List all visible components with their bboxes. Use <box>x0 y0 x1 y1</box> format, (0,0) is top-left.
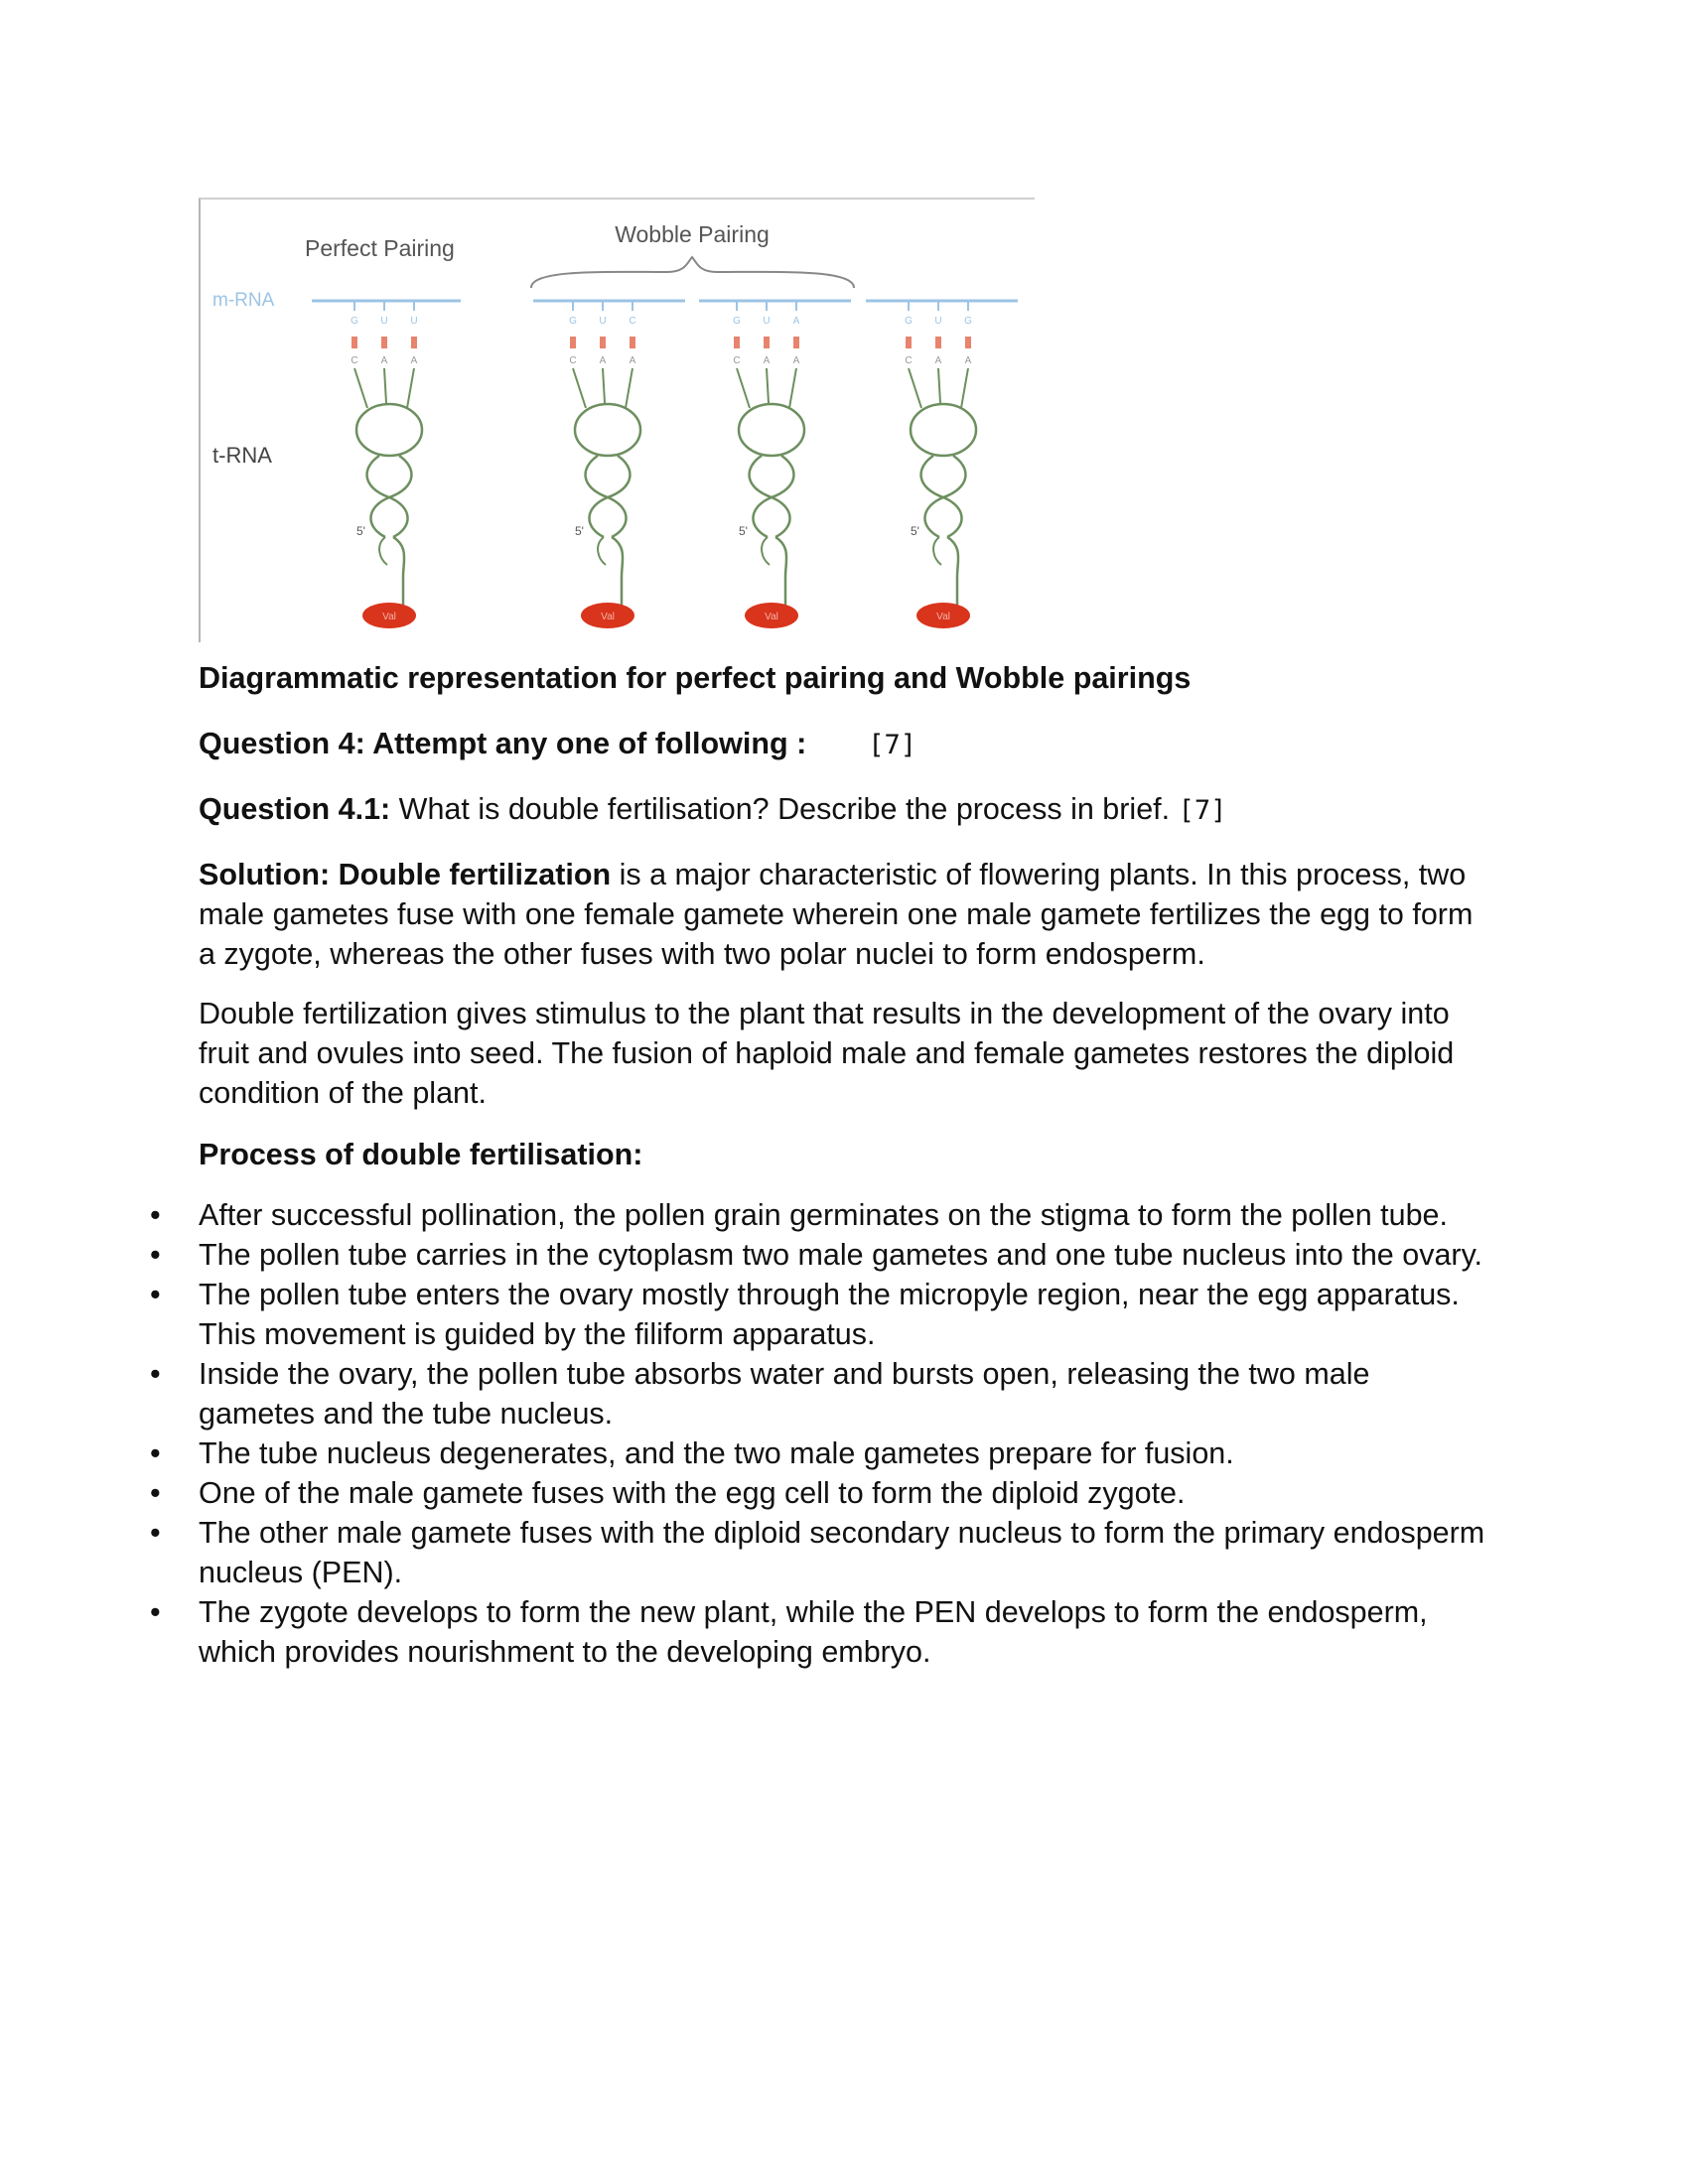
anticodon-letter: C <box>569 355 577 366</box>
bullet-icon: • <box>150 1595 161 1629</box>
base-pair-bond <box>965 337 971 348</box>
list-item-text: Inside the ovary, the pollen tube absorbs water and bursts open, releasing the two male gametes and the tube nucleus. <box>199 1357 1370 1431</box>
process-heading: Process of double fertilisation: <box>199 1138 643 1171</box>
process-steps-list <box>150 1195 1489 1672</box>
list-item <box>150 1513 1489 1592</box>
trna-helix <box>367 456 412 537</box>
acceptor-stem <box>393 537 404 609</box>
base-pair-bond <box>734 337 740 348</box>
anticodon-letter: A <box>599 355 607 366</box>
list-item-text: The other male gamete fuses with the diploid secondary nucleus to form the primary endosperm nucleus (PEN). <box>199 1516 1485 1589</box>
anticodon-arm <box>909 368 968 408</box>
list-item-text: The pollen tube enters the ovary mostly through the micropyle region, near the egg apparatus. This movement is guided by the filiform apparatus. <box>199 1278 1460 1351</box>
solution-paragraph-2: Double fertilization gives stimulus to the plant that results in the development of the ovary into fruit and ovules into seed. The fusion of haploid male and female gametes restores the diploid condition of the plant. <box>199 997 1455 1110</box>
base-pair-bond <box>411 337 417 348</box>
five-prime-label: 5' <box>575 524 584 538</box>
mrna-base-letter: G <box>905 316 913 327</box>
list-item-text: After successful pollination, the pollen grain germinates on the stigma to form the pollen tube. <box>199 1198 1448 1232</box>
anticodon-arm <box>573 368 633 408</box>
amino-acid-label: Val <box>601 612 615 622</box>
amino-acid-label: Val <box>936 612 950 622</box>
list-item <box>150 1473 1489 1513</box>
five-prime-label: 5' <box>911 524 919 538</box>
bullet-icon: • <box>150 1357 161 1391</box>
mrna-base-letter: U <box>410 316 418 327</box>
acceptor-stem <box>947 537 958 609</box>
question-4-label: Question 4: Attempt any one of following : <box>199 727 807 760</box>
amino-acid-label: Val <box>765 612 778 622</box>
trna-pairing-figure <box>199 198 1035 642</box>
mrna-base-letter: U <box>763 316 771 327</box>
list-item <box>150 1275 1489 1354</box>
mrna-base-letter: U <box>934 316 942 327</box>
bullet-icon: • <box>150 1198 161 1232</box>
bullet-icon: • <box>150 1278 161 1311</box>
anticodon-letter: C <box>905 355 913 366</box>
base-pair-bond <box>600 337 606 348</box>
anticodon-arm <box>737 368 796 408</box>
base-pair-bond <box>764 337 770 348</box>
trna-5-prime-end <box>933 537 941 565</box>
document-body <box>150 658 1489 1672</box>
anticodon-letter: A <box>410 355 418 366</box>
list-item-text: The tube nucleus degenerates, and the two male gametes prepare for fusion. <box>199 1436 1234 1470</box>
list-item <box>150 1433 1489 1473</box>
question-4-1-marks: [7] <box>1178 795 1227 826</box>
list-item-text: The zygote develops to form the new plant, while the PEN develops to form the endosperm, which provides nourishment to the developing embryo. <box>199 1595 1428 1669</box>
solution-label: Solution: Double fertilization <box>199 858 612 891</box>
figure-caption: Diagrammatic representation for perfect pairing and Wobble pairings <box>199 661 1192 695</box>
question-4-1 <box>199 789 1489 831</box>
anticodon-letter: A <box>934 355 942 366</box>
anticodon-letter: A <box>792 355 800 366</box>
mrna-base-letter: U <box>380 316 388 327</box>
anticodon-letter: C <box>733 355 741 366</box>
trna-5-prime-end <box>762 537 770 565</box>
base-pair-bond <box>935 337 941 348</box>
acceptor-stem <box>612 537 623 609</box>
list-item-text: One of the male gamete fuses with the egg cell to form the diploid zygote. <box>199 1476 1186 1510</box>
mrna-base-letter: G <box>733 316 741 327</box>
mrna-base-letter: U <box>599 316 607 327</box>
trna-5-prime-end <box>598 537 606 565</box>
anticodon-loop <box>575 404 640 456</box>
anticodon-letter: A <box>763 355 771 366</box>
anticodon-letter: C <box>351 355 358 366</box>
anticodon-loop <box>739 404 804 456</box>
mrna-base-letter: A <box>792 316 800 327</box>
acceptor-stem <box>775 537 786 609</box>
trna-label: t-RNA <box>212 443 272 468</box>
solution-text: is a major characteristic of flowering plants. In this process, two male gametes fuse with one female gamete wherein one male gamete fertilizes the egg to form a zygote, whereas the other fuses with two polar nuclei to form endosperm. <box>199 858 1474 971</box>
anticodon-letter: A <box>629 355 636 366</box>
five-prime-label: 5' <box>739 524 748 538</box>
trna-helix <box>750 456 794 537</box>
base-pair-bond <box>352 337 357 348</box>
question-4-1-text: What is double fertilisation? Describe the process in brief. <box>390 792 1179 826</box>
wobble-bracket <box>531 257 854 288</box>
list-item-text: The pollen tube carries in the cytoplasm two male gametes and one tube nucleus into the ovary. <box>199 1238 1483 1272</box>
trna-5-prime-end <box>379 537 387 565</box>
anticodon-loop <box>911 404 976 456</box>
bullet-icon: • <box>150 1516 161 1550</box>
base-pair-bond <box>381 337 387 348</box>
list-item <box>150 1592 1489 1672</box>
trna-helix <box>586 456 631 537</box>
question-4-marks: [7] <box>868 730 917 760</box>
perfect-pairing-title: Perfect Pairing <box>305 235 455 261</box>
question-4-heading <box>199 724 1489 765</box>
base-pair-bond <box>906 337 912 348</box>
trna-helix <box>921 456 966 537</box>
bullet-icon: • <box>150 1238 161 1272</box>
list-item <box>150 1195 1489 1235</box>
bullet-icon: • <box>150 1476 161 1510</box>
anticodon-letter: A <box>380 355 388 366</box>
wobble-pairing-title: Wobble Pairing <box>615 221 770 247</box>
mrna-base-letter: C <box>629 316 636 327</box>
bullet-icon: • <box>150 1436 161 1470</box>
base-pair-bond <box>630 337 635 348</box>
anticodon-loop <box>356 404 422 456</box>
five-prime-label: 5' <box>356 524 365 538</box>
solution-paragraph <box>199 855 1489 974</box>
anticodon-letter: A <box>964 355 972 366</box>
trna-pairing-diagram <box>201 200 1035 642</box>
mrna-base-letter: G <box>569 316 577 327</box>
anticodon-arm <box>354 368 414 408</box>
list-item <box>150 1235 1489 1275</box>
mrna-base-letter: G <box>964 316 972 327</box>
list-item <box>150 1354 1489 1433</box>
question-4-1-label: Question 4.1: <box>199 792 391 826</box>
amino-acid-label: Val <box>382 612 396 622</box>
base-pair-bond <box>570 337 576 348</box>
mrna-label: m-RNA <box>212 290 275 311</box>
mrna-base-letter: G <box>351 316 358 327</box>
base-pair-bond <box>793 337 799 348</box>
